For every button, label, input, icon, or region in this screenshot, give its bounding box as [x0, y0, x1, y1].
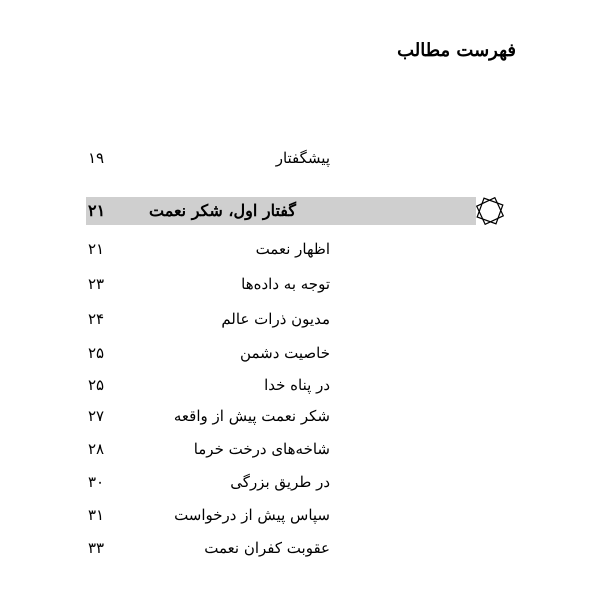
toc-entry-label: شاخه‌های درخت خرما — [193, 440, 330, 458]
toc-entry[interactable] — [0, 471, 600, 493]
toc-entry[interactable] — [0, 405, 600, 427]
rotated-squares-icon — [472, 193, 508, 229]
toc-entry-label: عقوبت کفران نعمت — [204, 539, 330, 557]
toc-entry[interactable] — [0, 238, 600, 260]
toc-entry[interactable] — [0, 504, 600, 526]
toc-entry-page: ۳۳ — [88, 539, 105, 557]
toc-entry-page: ۲۸ — [88, 440, 105, 458]
toc-entry-label: سپاس پیش از درخواست — [174, 506, 330, 524]
toc-entry[interactable] — [0, 147, 600, 169]
toc-entry-page: ۲۴ — [88, 310, 105, 328]
toc-entry-label: شکر نعمت پیش از واقعه — [173, 407, 330, 425]
toc-entry[interactable] — [0, 374, 600, 396]
toc-entry-page: ۲۷ — [88, 407, 105, 425]
toc-entry-page: ۲۵ — [88, 376, 105, 394]
toc-entry[interactable] — [0, 342, 600, 364]
toc-chapter-label: گفتار اول، شکر نعمت — [148, 201, 296, 220]
toc-entry-label: خاصیت دشمن — [240, 344, 330, 362]
toc-entry-page: ۲۱ — [88, 240, 105, 258]
toc-chapter-heading[interactable] — [86, 197, 476, 225]
toc-entry[interactable] — [0, 308, 600, 330]
toc-entry[interactable] — [0, 273, 600, 295]
toc-chapter-page: ۲۱ — [88, 201, 106, 220]
toc-entry-label: مدیون ذرات عالم — [221, 310, 330, 328]
toc-entry-page: ۳۱ — [88, 506, 105, 524]
toc-entry-page: ۳۰ — [88, 473, 105, 491]
toc-entry-page: ۲۵ — [88, 344, 105, 362]
toc-entry-label: در طریق بزرگی — [230, 473, 330, 491]
toc-entry-label: توجه به داده‌ها — [241, 275, 330, 293]
toc-entry-page: ۲۳ — [88, 275, 105, 293]
toc-entry-label: در پناه خدا — [264, 376, 330, 394]
toc-entry-page: ۱۹ — [88, 149, 105, 167]
toc-entry-label: پیشگفتار — [275, 149, 330, 167]
toc-entry-label: اظهار نعمت — [255, 240, 330, 258]
page-title: فهرست مطالب — [397, 40, 516, 61]
toc-entry[interactable] — [0, 438, 600, 460]
toc-entry[interactable] — [0, 537, 600, 559]
